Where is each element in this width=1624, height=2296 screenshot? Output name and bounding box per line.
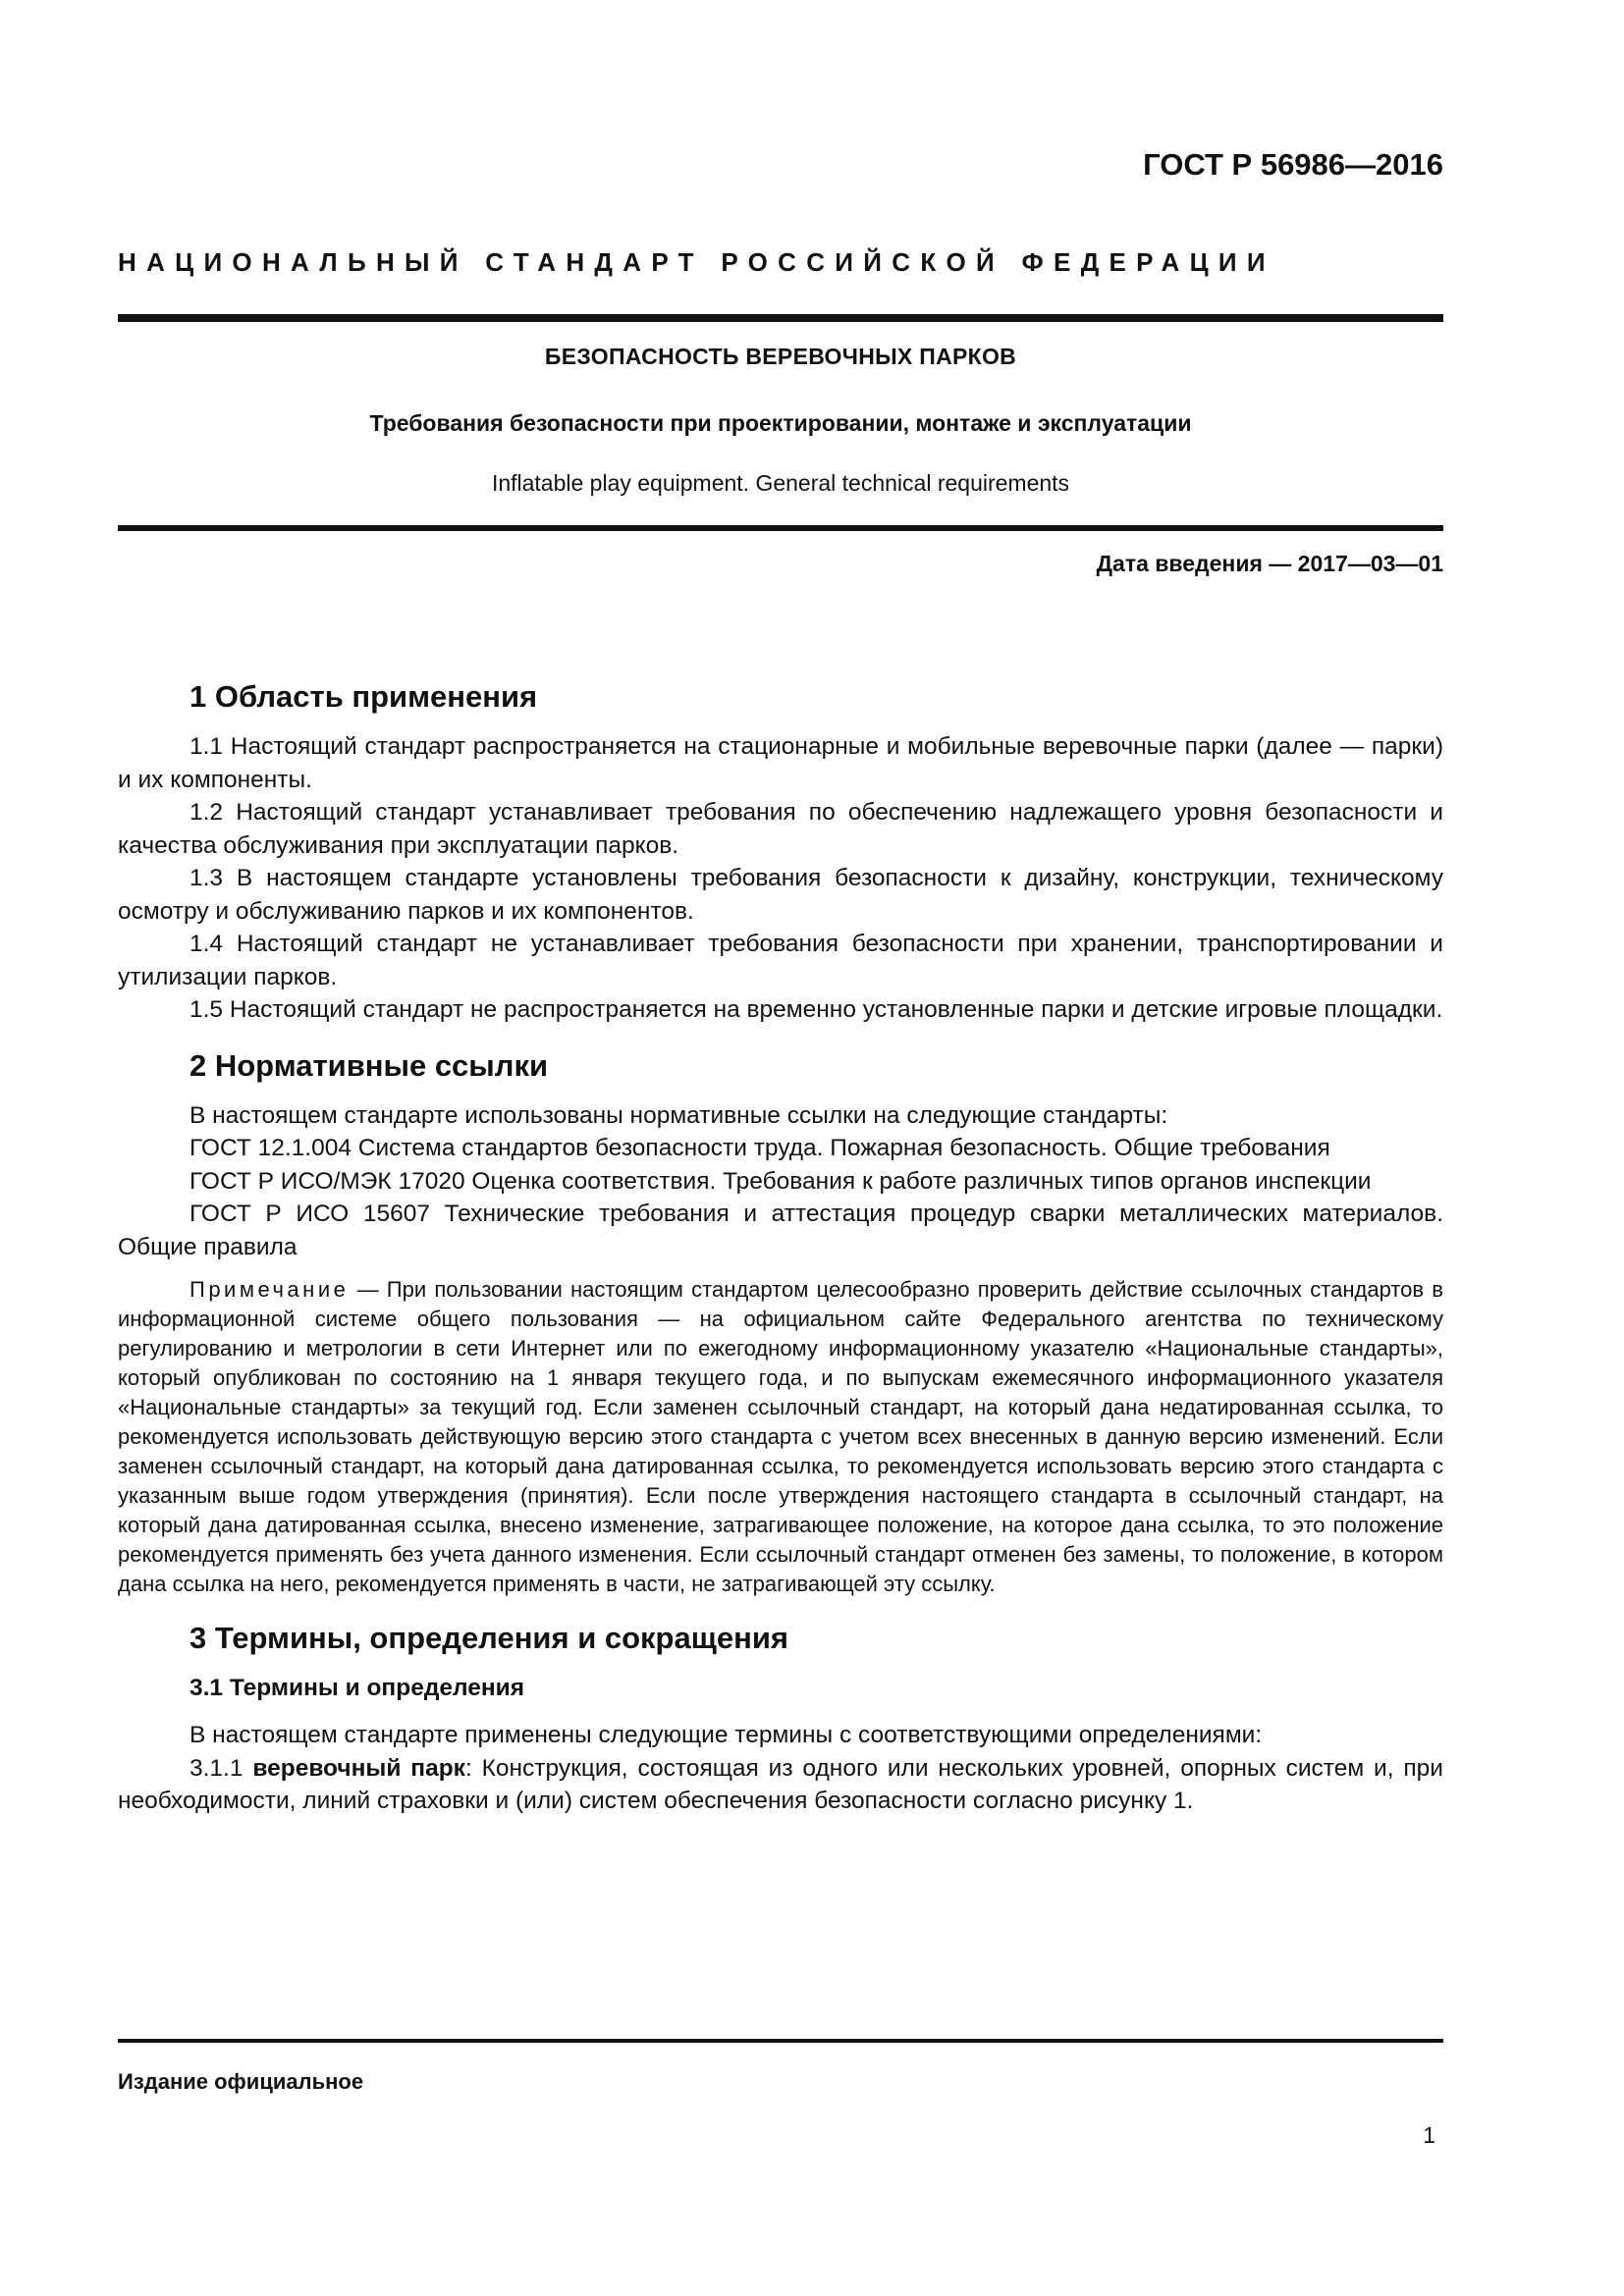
term-definition: : Конструкция, состоящая из одного или нескольких уровней, опорных систем и, при необходимости, линий страховки и (или) систем обеспечения безопасности согласно рисунку 1. — [118, 1754, 1443, 1814]
section-3-heading: 3 Термины, определения и сокращения — [189, 1621, 788, 1655]
title-rule — [118, 525, 1443, 531]
section-3-1-heading: 3.1 Термины и определения — [189, 1675, 525, 1701]
note-label: Примечание — [189, 1277, 350, 1302]
document-body — [118, 677, 1443, 1818]
paragraph-1-4: 1.4 Настоящий стандарт не устанавливает требования безопасности при хранении, транспортировании и утилизации парков. — [118, 931, 1443, 990]
english-title: Inflatable play equipment. General technical requirements — [491, 470, 1070, 496]
section-1-heading: 1 Область применения — [189, 679, 538, 714]
paragraph-1-2: 1.2 Настоящий стандарт устанавливает требования по обеспечению надлежащего уровня безопасности и качества обслуживания при эксплуатации парков. — [118, 799, 1443, 859]
national-standard-banner: НАЦИОНАЛЬНЫЙ СТАНДАРТ РОССИЙСКОЙ ФЕДЕРАЦИИ — [118, 247, 1275, 277]
document-subtitle: Требования безопасности при проектировании, монтаже и эксплуатации — [369, 410, 1192, 436]
section-spacer — [118, 1027, 1443, 1046]
term-number: 3.1.1 — [189, 1754, 253, 1782]
official-edition-label: Издание официальное — [118, 2069, 364, 2094]
page-number: 1 — [1423, 2122, 1435, 2148]
section-2-heading: 2 Нормативные ссылки — [189, 1047, 549, 1083]
paragraph-1-3: 1.3 В настоящем стандарте установлены требования безопасности к дизайну, конструкции, техническому осмотру и обслуживанию парков и их компонентов. — [118, 865, 1443, 925]
paragraph-3-1-intro: В настоящем стандарте применены следующие термины с соответствующими определениями: — [189, 1722, 1263, 1748]
document-title: БЕЗОПАСНОСТЬ ВЕРЕВОЧНЫХ ПАРКОВ — [544, 344, 1017, 369]
reference-gost-12-1-004: ГОСТ 12.1.004 Система стандартов безопасности труда. Пожарная безопасность. Общие требования — [189, 1135, 1330, 1161]
section-spacer — [118, 1599, 1443, 1619]
term-3-1-1 — [118, 1752, 1443, 1818]
note-text: — При пользовании настоящим стандартом целесообразно проверить действие ссылочных стандартов в информационной системе общего пользования — на официальном сайте Федерального агентства по техническому регулированию и метрологии в сети Интернет или по ежегодному информационному указателю «Национальные стандарты», который опубликован по состоянию на 1 января текущего года, и по выпускам ежемесячного информационного указателя «Национальные стандарты» за текущий год. Если заменен ссылочный стандарт, на который дана недатированная ссылка, то рекомендуется использовать действующую версию этого стандарта с учетом всех внесенных в данную версию изменений. Если заменен ссылочный стандарт, на который дана датированная ссылка, то рекомендуется использовать версию этого стандарта с указанным выше годом утверждения (принятия). Если после утверждения настоящего стандарта в ссылочный стандарт, на который дана датированная ссылка, внесено изменение, затрагивающее положение, на которое дана ссылка, то это положение рекомендуется применять без учета данного изменения. Если ссылочный стандарт отменен без замены, то положение, в котором дана ссылка на него, рекомендуется применять в части, не затрагивающей эту ссылку. — [118, 1277, 1443, 1596]
gost-code: ГОСТ Р 56986—2016 — [1143, 147, 1443, 182]
term-name: веревочный парк — [252, 1754, 465, 1782]
top-rule — [118, 314, 1443, 322]
reference-gost-17020: ГОСТ Р ИСО/МЭК 17020 Оценка соответствия. Требования к работе различных типов органов инспекции — [189, 1167, 1372, 1195]
introduction-date: Дата введения — 2017—03—01 — [1096, 551, 1443, 576]
paragraph-2-intro: В настоящем стандарте использованы нормативные ссылки на следующие стандарты: — [189, 1101, 1168, 1129]
note-paragraph — [118, 1275, 1443, 1599]
reference-gost-15607: ГОСТ Р ИСО 15607 Технические требования и аттестация процедур сварки металлических материалов. Общие правила — [118, 1201, 1443, 1260]
paragraph-1-5: 1.5 Настоящий стандарт не распространяется на временно установленные парки и детские игровые площадки. — [189, 996, 1443, 1023]
footer-rule — [118, 2039, 1443, 2043]
paragraph-1-1: 1.1 Настоящий стандарт распространяется на стационарные и мобильные веревочные парки (далее — парки) и их компоненты. — [118, 733, 1443, 793]
document-page — [118, 0, 1443, 2296]
